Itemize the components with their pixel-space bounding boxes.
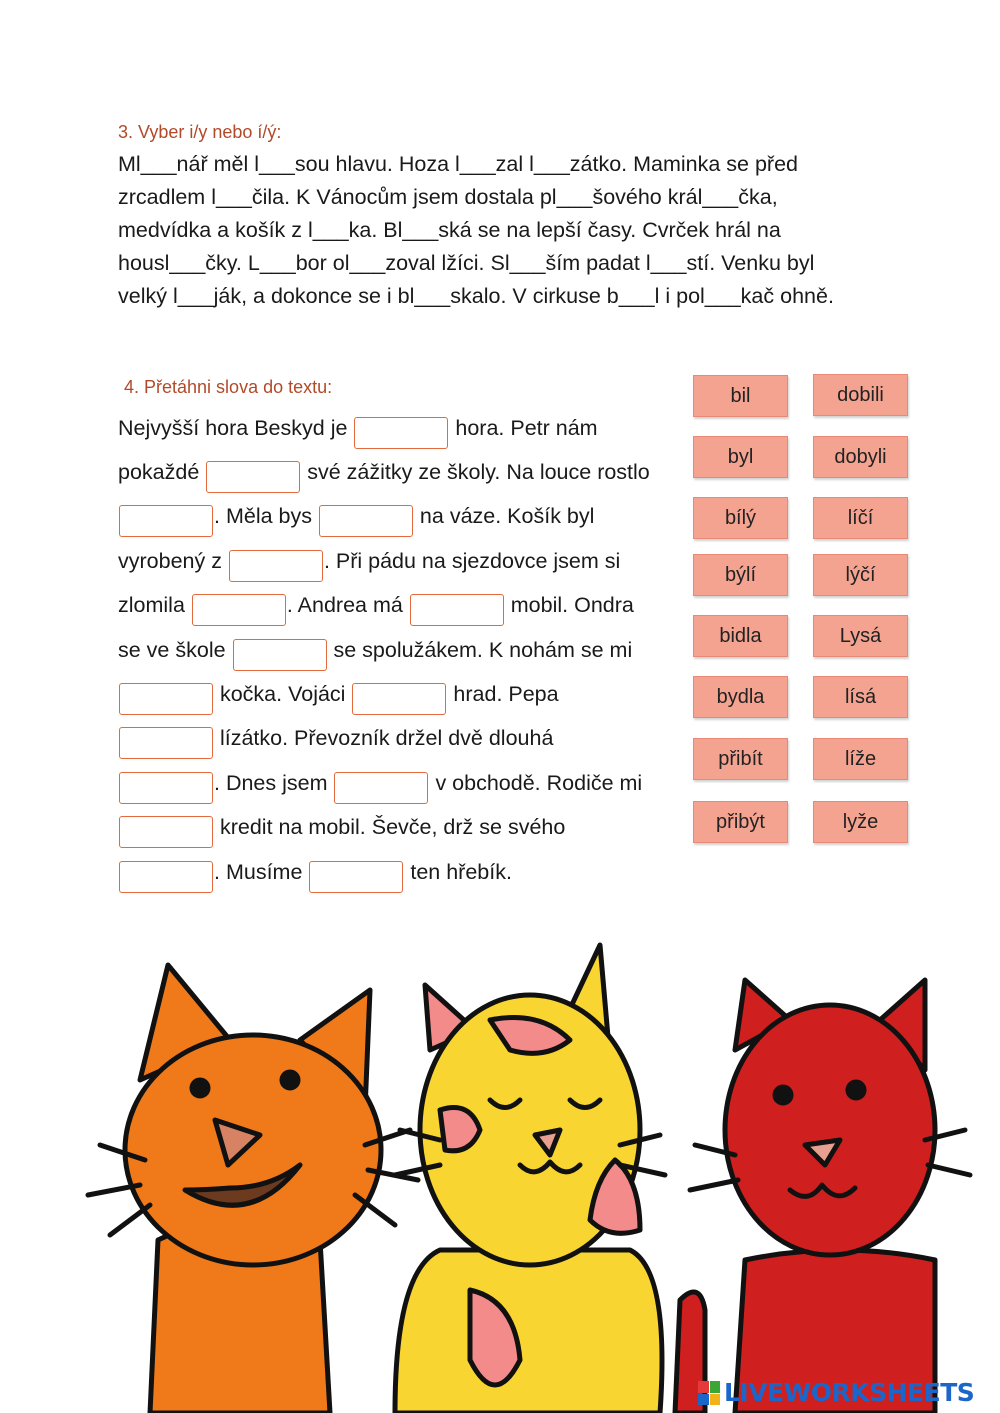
word-chip[interactable]: líčí (813, 497, 908, 539)
word-chip[interactable]: lýčí (813, 554, 908, 596)
word-chip[interactable]: lísá (813, 676, 908, 718)
drop-box-7[interactable] (410, 594, 504, 626)
drop-box-11[interactable] (119, 727, 213, 759)
text-segment: . Dnes jsem (214, 771, 334, 795)
orange-cat-icon (88, 965, 418, 1413)
exercise-3-line: velký l___ják, a dokonce se i bl___skalo. V cirkuse b___l i pol___kač ohně. (118, 284, 834, 308)
drop-box-6[interactable] (192, 594, 286, 626)
word-chip[interactable]: přibýt (693, 801, 788, 843)
word-chip[interactable]: býlí (693, 554, 788, 596)
text-segment: mobil. Ondra (504, 593, 634, 617)
word-chip[interactable]: dobyli (813, 436, 908, 478)
text-segment: kočka. Vojáci (214, 682, 352, 706)
text-segment: hrad. Pepa (447, 682, 559, 706)
word-chip[interactable]: lyže (813, 801, 908, 843)
text-segment: . Při pádu na sjezdovce jsem si (323, 549, 621, 573)
word-chip[interactable]: líže (813, 738, 908, 780)
cats-illustration (0, 940, 1000, 1413)
drop-box-4[interactable] (319, 505, 413, 537)
word-chip[interactable]: Lysá (813, 615, 908, 657)
text-segment: hora. Petr nám (449, 416, 598, 440)
exercise-3-title: 3. Vyber i/y nebo í/ý: (118, 122, 282, 142)
exercise-3-line: zrcadlem l___čila. K Vánocům jsem dostala pl___šového král___čka, (118, 185, 778, 209)
text-segment: na váze. Košík byl (413, 504, 595, 528)
drop-box-10[interactable] (352, 683, 446, 715)
text-segment: se spolužákem. K nohám se mi (327, 638, 633, 662)
exercise-3-line: medvídka a košík z l___ka. Bl___ská se na lepší časy. Cvrček hrál na (118, 218, 781, 242)
drop-box-2[interactable] (206, 461, 300, 493)
word-chip[interactable]: dobili (813, 374, 908, 416)
drop-box-16[interactable] (309, 861, 403, 893)
drop-box-14[interactable] (119, 816, 213, 848)
word-chip[interactable]: bil (693, 375, 788, 417)
exercise-4-title: 4. Přetáhni slova do textu: (124, 377, 333, 397)
text-segment: kredit na mobil. Ševče, drž se svého (214, 815, 566, 839)
exercise-3-line: housl___čky. L___bor ol___zoval lžíci. Sl___ším padat l___stí. Venku byl (118, 251, 815, 275)
text-segment: své zážitky ze školy. Na louce rostlo (301, 460, 650, 484)
word-chip[interactable]: bidla (693, 615, 788, 657)
drop-box-9[interactable] (119, 683, 213, 715)
text-segment: pokaždé (118, 460, 206, 484)
drop-box-13[interactable] (334, 772, 428, 804)
word-chip[interactable]: bílý (693, 497, 788, 539)
text-segment: lízátko. Převozník držel dvě dlouhá (214, 726, 554, 750)
text-segment: . Musíme (214, 860, 309, 884)
word-chip[interactable]: přibít (693, 738, 788, 780)
red-cat-icon (675, 980, 970, 1413)
text-segment: . Měla bys (214, 504, 318, 528)
exercise-3-line: Ml___nář měl l___sou hlavu. Hoza l___zal l___zátko. Maminka se před (118, 152, 799, 176)
text-segment: zlomila (118, 593, 191, 617)
drop-box-12[interactable] (119, 772, 213, 804)
word-chip[interactable]: byl (693, 436, 788, 478)
text-segment: v obchodě. Rodiče mi (429, 771, 643, 795)
drop-box-5[interactable] (229, 550, 323, 582)
liveworksheets-logo-icon (698, 1381, 720, 1405)
exercise-3-text (118, 148, 918, 313)
drop-box-15[interactable] (119, 861, 213, 893)
liveworksheets-brand: LIVEWORKSHEETS (724, 1378, 975, 1407)
text-segment: ten hřebík. (404, 860, 512, 884)
text-segment: vyrobený z (118, 549, 228, 573)
word-chip[interactable]: bydla (693, 676, 788, 718)
text-segment: se ve škole (118, 638, 232, 662)
yellow-cat-icon (395, 945, 665, 1413)
text-segment: . Andrea má (286, 593, 409, 617)
drop-box-1[interactable] (354, 417, 448, 449)
drop-box-3[interactable] (119, 505, 213, 537)
text-segment: Nejvyšší hora Beskyd je (118, 416, 354, 440)
drop-box-8[interactable] (233, 639, 327, 671)
